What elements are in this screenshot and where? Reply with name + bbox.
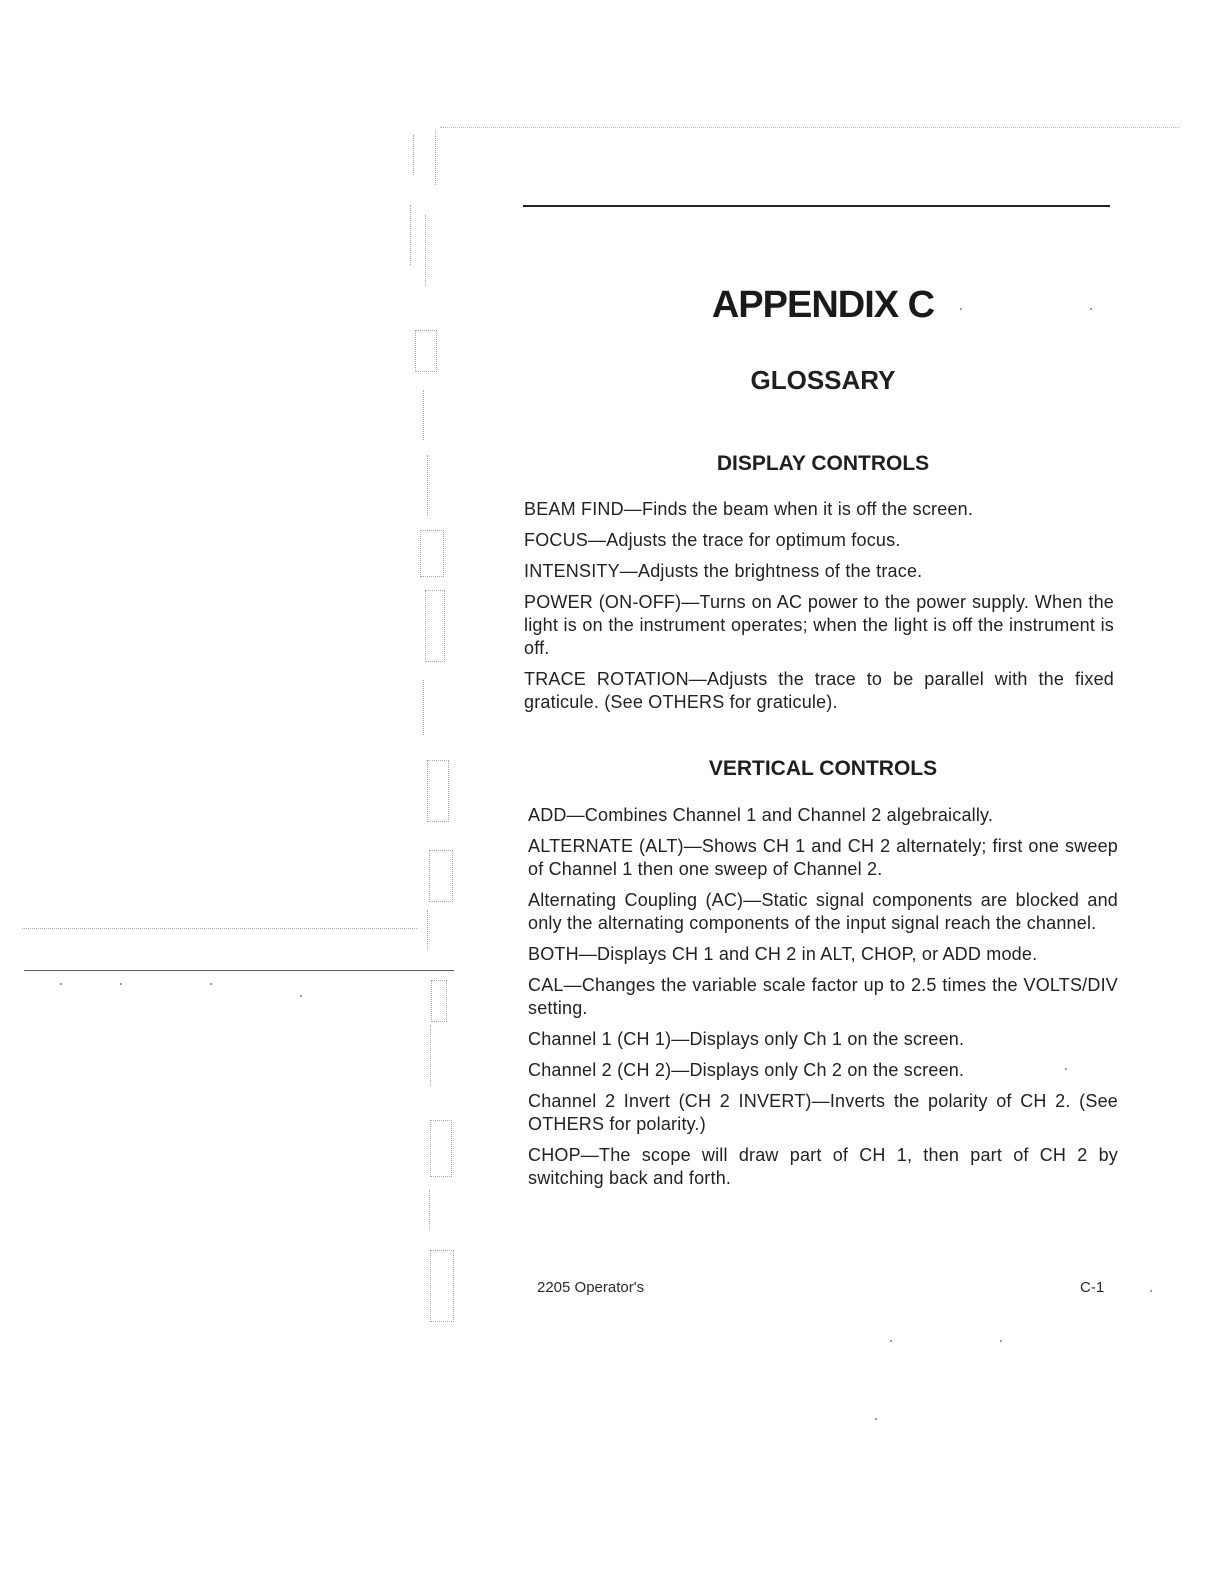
glossary-entry-cal: CAL—Changes the variable scale factor up to 2.5 times the VOLTS/DIV setting.	[528, 975, 1118, 1018]
glossary-entry-channel-2-invert: Channel 2 Invert (CH 2 INVERT)—Inverts the polarity of CH 2. (See OTHERS for polarity.)	[528, 1091, 1118, 1134]
glossary-entry-channel-1: Channel 1 (CH 1)—Displays only Ch 1 on the screen.	[528, 1029, 965, 1049]
section-heading-vertical-controls: VERTICAL CONTROLS	[708, 757, 938, 780]
glossary-entry-alternate: ALTERNATE (ALT)—Shows CH 1 and CH 2 alternately; first one sweep of Channel 1 then one sweep of Channel 2.	[528, 836, 1118, 879]
glossary-entry-alternating-coupling: Alternating Coupling (AC)—Static signal components are blocked and only the alternating components of the input signal reach the channel.	[528, 890, 1118, 933]
glossary-entry-beam-find: BEAM FIND—Finds the beam when it is off the screen.	[524, 499, 974, 519]
scan-speck	[1000, 1340, 1002, 1342]
glossary-entry-power: POWER (ON-OFF)—Turns on AC power to the power supply. When the light is on the instrument operates; when the light is off the instrument is off.	[524, 592, 1114, 658]
glossary-entry-focus: FOCUS—Adjusts the trace for optimum focus.	[524, 530, 901, 550]
glossary-title: GLOSSARY	[750, 365, 896, 395]
glossary-entry-chop: CHOP—The scope will draw part of CH 1, then part of CH 2 by switching back and forth.	[528, 1145, 1118, 1188]
scan-speck	[300, 995, 302, 997]
glossary-entry-trace-rotation: TRACE ROTATION—Adjusts the trace to be parallel with the fixed graticule. (See OTHERS for graticule).	[524, 669, 1114, 712]
glossary-entry-intensity: INTENSITY—Adjusts the brightness of the trace.	[524, 561, 923, 581]
display-controls-list	[524, 498, 1114, 722]
scan-speck	[890, 1340, 892, 1342]
section-heading-display-controls: DISPLAY CONTROLS	[716, 452, 930, 475]
scan-speck	[1150, 1290, 1152, 1292]
glossary-entry-add: ADD—Combines Channel 1 and Channel 2 algebraically.	[528, 805, 994, 825]
footer-manual-name: 2205 Operator's	[537, 1279, 645, 1296]
scan-artifact-top-dots	[440, 127, 1180, 128]
scan-artifact-solid-line	[24, 970, 454, 971]
scan-speck	[120, 983, 122, 985]
glossary-entry-both: BOTH—Displays CH 1 and CH 2 in ALT, CHOP, or ADD mode.	[528, 944, 1038, 964]
header-rule	[523, 205, 1110, 207]
scan-speck	[210, 983, 212, 985]
footer-page-number: C-1	[1080, 1279, 1105, 1296]
glossary-entry-channel-2: Channel 2 (CH 2)—Displays only Ch 2 on the screen.	[528, 1060, 965, 1080]
scan-speck	[60, 983, 62, 985]
appendix-title: APPENDIX C	[711, 284, 935, 326]
vertical-controls-list	[528, 804, 1118, 1198]
scan-artifact-dotted-line	[22, 928, 417, 929]
scan-speck	[875, 1418, 877, 1420]
binding-margin-artifacts	[405, 120, 455, 1360]
